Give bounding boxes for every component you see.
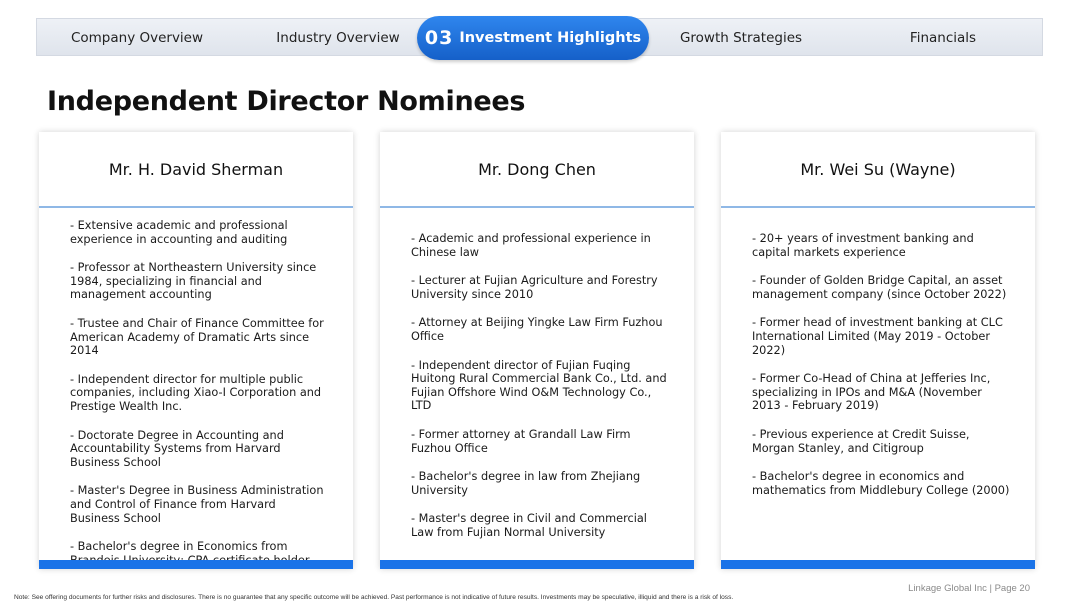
tab-label: Investment Highlights	[459, 30, 642, 46]
page-number: Linkage Global Inc | Page 20	[908, 583, 1030, 594]
tab-investment-highlights[interactable]	[417, 16, 649, 60]
bullet-item: - Trustee and Chair of Finance Committee for American Academy of Dramatic Arts since 2014	[70, 316, 324, 358]
bullet-item: - Independent director of Fujian Fuqing Huitong Rural Commercial Bank Co., Ltd. and Fujian Offshore Wind O&M Technology Co., LTD	[411, 358, 667, 413]
tab-label: Industry Overview	[276, 30, 400, 46]
card-accent-bar	[380, 560, 694, 569]
director-name: Mr. H. David Sherman	[39, 132, 353, 208]
card-body	[39, 208, 353, 567]
bullet-item: - Extensive academic and professional experience in accounting and auditing	[70, 219, 288, 246]
director-card-su	[721, 132, 1035, 569]
director-name: Mr. Wei Su (Wayne)	[721, 132, 1035, 208]
tab-financials[interactable]	[843, 19, 1043, 57]
tab-growth-strategies[interactable]	[649, 19, 833, 57]
bullet-item: - Former attorney at Grandall Law Firm Fuzhou Office	[411, 427, 631, 455]
bullet-item: - Founder of Golden Bridge Capital, an asset management company (since October 2022)	[752, 274, 1007, 301]
card-body	[721, 208, 1035, 497]
disclaimer-footnote: Note: See offering documents for further risks and disclosures. There is no guarantee that any specific outcome will be achieved. Past performance is not indicative of future results. Investments may be speculative, illiquid and there is a risk of loss.	[14, 594, 734, 601]
top-navigation	[36, 18, 1043, 56]
card-body	[380, 208, 694, 540]
card-accent-bar	[39, 560, 353, 569]
bullet-item: - 20+ years of investment banking and capital markets experience	[752, 232, 974, 259]
bullet-item: - Academic and professional experience in Chinese law	[411, 232, 651, 259]
director-name: Mr. Dong Chen	[380, 132, 694, 208]
tab-label: Company Overview	[70, 30, 204, 46]
director-card-chen	[380, 132, 694, 569]
bullet-item: - Independent director for multiple public companies, including Xiao-I Corporation and Prestige Wealth Inc.	[70, 372, 322, 413]
director-card-sherman	[39, 132, 353, 569]
bullet-item: - Lecturer at Fujian Agriculture and Forestry University since 2010	[411, 274, 658, 301]
bullet-item: - Professor at Northeastern University since 1984, specializing in financial and management accounting	[70, 261, 317, 302]
bullet-item: - Bachelor's degree in Economics from	[70, 540, 288, 554]
tab-industry-overview[interactable]	[237, 19, 439, 57]
page-title: Independent Director Nominees	[47, 86, 526, 117]
bullet-item: - Previous experience at Credit Suisse, Morgan Stanley, and Citigroup	[752, 427, 970, 455]
bullet-item: - Master's degree in Civil and Commercial Law from Fujian Normal University	[411, 512, 647, 539]
bullet-item: - Former Co-Head of China at Jefferies Inc, specializing in IPOs and M&A (November 2013 - February 2019)	[752, 372, 991, 413]
bullet-item: - Bachelor's degree in economics and mathematics from Middlebury College (2000)	[752, 470, 1010, 497]
card-accent-bar	[721, 560, 1035, 569]
tab-number: 03	[424, 27, 454, 49]
tab-company-overview[interactable]	[37, 19, 237, 57]
bullet-item: - Attorney at Beijing Yingke Law Firm Fuzhou Office	[411, 316, 663, 343]
bullet-item: - Doctorate Degree in Accounting and Accountability Systems from Harvard Business School	[70, 428, 284, 469]
tab-label: Financials	[909, 30, 977, 46]
bullet-item: - Master's Degree in Business Administration and Control of Finance from Harvard Business School	[70, 484, 324, 525]
tab-label: Growth Strategies	[679, 30, 803, 46]
bullet-item: - Bachelor's degree in law from Zhejiang University	[411, 470, 641, 497]
bullet-item: - Former head of investment banking at CLC International Limited (May 2019 - October 2022)	[752, 316, 1003, 357]
